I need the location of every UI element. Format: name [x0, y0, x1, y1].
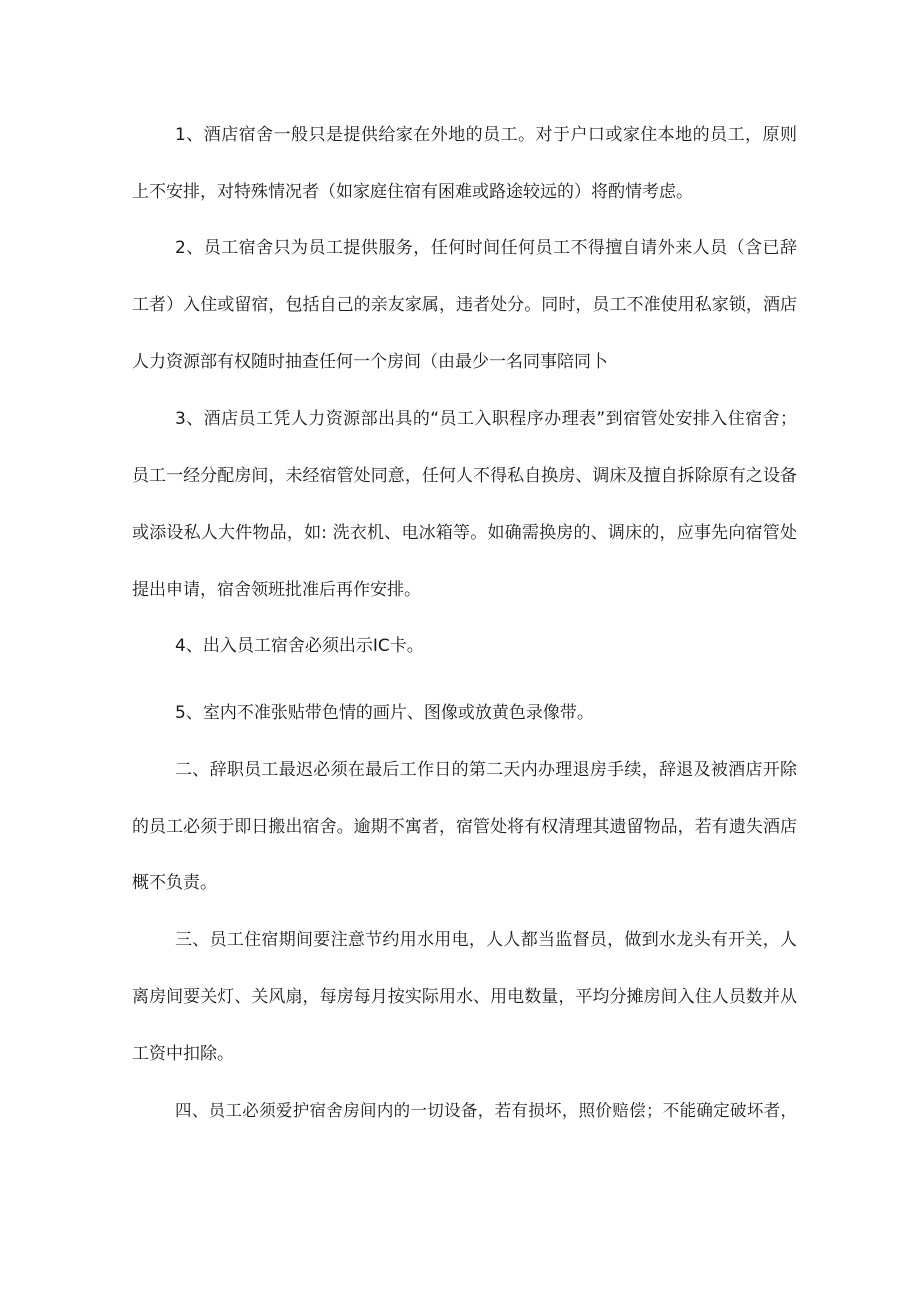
section-2-line-2: 的员工必须于即日搬出宿舍。逾期不寓者，宿管处将有权清理其遗留物品，若有遗失酒店	[132, 817, 797, 837]
section-2-line-1: 二、辞职员工最迟必须在最后工作日的第二天内办理退房手续，辞退及被酒店开除	[175, 760, 797, 780]
rule-2-line-1: 2、员工宿舍只为员工提供服务，任何时间任何员工不得擅自请外来人员（含已辞	[175, 238, 797, 258]
rule-4-line-1: 4、出入员工宿舍必须出示IC卡。	[175, 636, 424, 656]
section-2-line-3: 概不负责。	[132, 873, 217, 893]
rule-3-line-3: 或添设私人大件物品，如: 洗衣机、电冰箱等。如确需换房的、调床的，应事先向宿管处	[132, 523, 797, 543]
rule-2-line-3: 人力资源部有权随时抽查任何一个房间（由最少一名同事陪同卜	[132, 352, 608, 372]
section-3-line-3: 工资中扣除。	[132, 1044, 234, 1064]
rule-5-line-1: 5、室内不准张贴带色情的画片、图像或放黄色录像带。	[175, 703, 594, 723]
section-4-line-1: 四、员工必须爱护宿舍房间内的一切设备，若有损坏，照价赔偿；不能确定破坏者，	[175, 1101, 797, 1120]
rule-3-line-2: 员工一经分配房间，未经宿管处同意，任何人不得私自换房、调床及擅自拆除原有之设备	[132, 466, 797, 486]
rule-3-line-1: 3、酒店员工凭人力资源部出具的“员工入职程序办理表”到宿管处安排入住宿舍；	[175, 409, 797, 429]
rule-3-line-4: 提出申请，宿舍领班批准后再作安排。	[132, 580, 421, 600]
section-3-line-1: 三、员工住宿期间要注意节约用水用电，人人都当监督员，做到水龙头有开关，人	[175, 930, 797, 950]
section-3-line-2: 离房间要关灯、关风扇，每房每月按实际用水、用电数量，平均分摊房间入住人员数并从	[132, 987, 797, 1007]
rule-2-line-2: 工者）入住或留宿，包括自己的亲友家属，违者处分。同时，员工不准使用私家锁，酒店	[132, 295, 797, 315]
rule-1-line-1: 1、酒店宿舍一般只是提供给家在外地的员工。对于户口或家住本地的员工，原则	[175, 125, 797, 145]
rule-1-line-2: 上不安排，对特殊情况者（如家庭住宿有困难或路途较远的）将酌情考虑。	[132, 182, 693, 202]
